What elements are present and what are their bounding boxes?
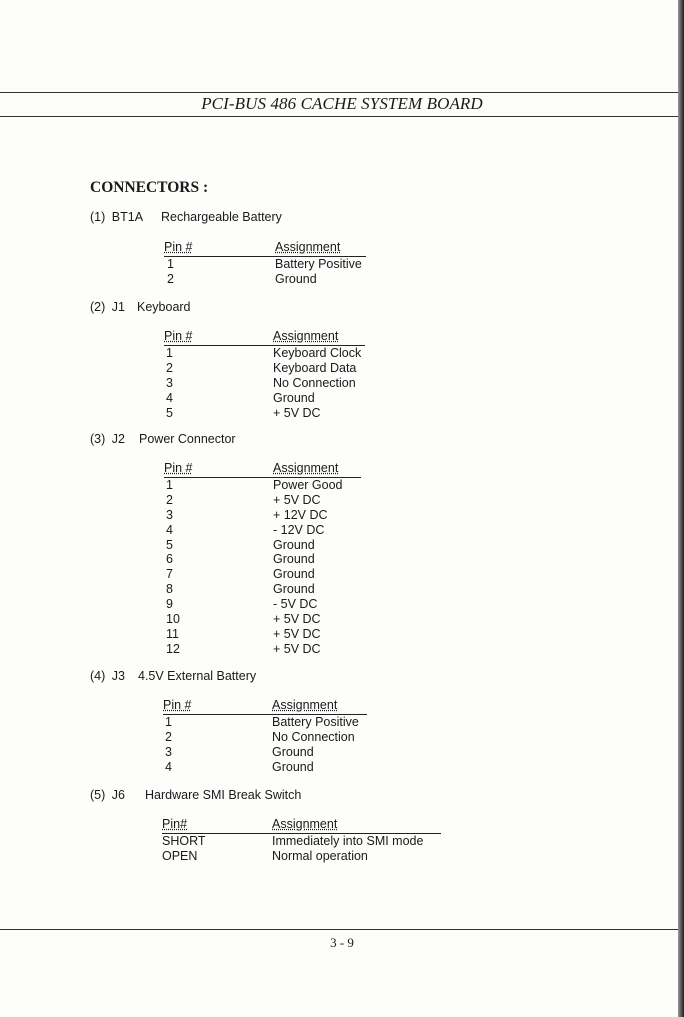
connector-code: J6 bbox=[111, 788, 125, 802]
header-rule-top bbox=[0, 92, 678, 93]
pin-cell: 12 bbox=[166, 641, 180, 656]
assignment-cell: Normal operation bbox=[272, 848, 368, 863]
assignment-cell: Ground bbox=[273, 390, 315, 405]
connector-number: (4) bbox=[90, 669, 106, 683]
assignment-cell: Ground bbox=[275, 271, 317, 286]
table-row bbox=[164, 346, 365, 361]
assignment-cell: Battery Positive bbox=[272, 715, 359, 729]
connector-heading bbox=[90, 432, 236, 446]
table-row bbox=[164, 406, 365, 421]
connector-heading bbox=[90, 788, 302, 802]
table-row bbox=[164, 597, 361, 612]
table-row bbox=[164, 272, 366, 287]
pin-table bbox=[164, 461, 361, 657]
assignment-cell: No Connection bbox=[272, 729, 355, 744]
footer-rule bbox=[0, 929, 678, 930]
assignment-cell: Power Good bbox=[273, 478, 343, 492]
col-pin-header: Pin # bbox=[163, 698, 192, 712]
page-number: 3 - 9 bbox=[330, 935, 354, 950]
pin-cell: 3 bbox=[166, 507, 173, 522]
table-row bbox=[163, 760, 367, 775]
pin-cell: 1 bbox=[167, 257, 174, 271]
assignment-cell: - 12V DC bbox=[273, 522, 325, 537]
pin-cell: 2 bbox=[166, 360, 173, 375]
assignment-cell: Battery Positive bbox=[275, 257, 362, 271]
col-pin-header: Pin # bbox=[164, 329, 193, 343]
pin-cell: 2 bbox=[167, 271, 174, 286]
assignment-cell: No Connection bbox=[273, 375, 356, 390]
pin-cell: SHORT bbox=[162, 834, 206, 848]
table-row bbox=[163, 730, 367, 745]
section-title: CONNECTORS : bbox=[90, 179, 209, 196]
connector-number: (5) bbox=[90, 788, 106, 802]
assignment-cell: + 12V DC bbox=[273, 507, 328, 522]
assignment-cell: Ground bbox=[273, 552, 315, 567]
connector-heading bbox=[90, 300, 191, 314]
col-assignment-header: Assignment bbox=[273, 329, 339, 343]
table-row bbox=[164, 567, 361, 582]
pin-cell: 5 bbox=[166, 537, 173, 552]
col-assignment-header: Assignment bbox=[272, 698, 338, 712]
header-rule-bottom bbox=[0, 116, 678, 117]
pin-cell: OPEN bbox=[162, 848, 198, 863]
page-edge-shadow bbox=[678, 0, 684, 1017]
header-title: PCI-BUS 486 CACHE SYSTEM BOARD bbox=[201, 94, 483, 113]
table-row bbox=[164, 493, 361, 508]
connector-code: J3 bbox=[111, 669, 125, 683]
col-pin-header: Pin # bbox=[164, 240, 193, 254]
connector-number: (1) bbox=[90, 210, 106, 224]
assignment-cell: Ground bbox=[273, 582, 315, 597]
assignment-cell: Ground bbox=[273, 567, 315, 582]
table-row bbox=[163, 715, 367, 730]
pin-cell: 2 bbox=[165, 729, 172, 744]
pin-cell: 1 bbox=[166, 346, 173, 360]
connector-name: Hardware SMI Break Switch bbox=[145, 788, 302, 802]
assignment-cell: + 5V DC bbox=[273, 612, 321, 627]
assignment-cell: Keyboard Clock bbox=[273, 346, 362, 360]
assignment-cell: - 5V DC bbox=[273, 597, 318, 612]
table-row bbox=[162, 834, 441, 849]
pin-table bbox=[163, 698, 367, 775]
assignment-cell: + 5V DC bbox=[273, 405, 321, 420]
pin-cell: 11 bbox=[166, 626, 179, 641]
connector-name: 4.5V External Battery bbox=[138, 669, 257, 683]
pin-cell: 8 bbox=[166, 582, 173, 597]
pin-cell: 4 bbox=[166, 522, 173, 537]
pin-cell: 5 bbox=[166, 405, 173, 420]
table-row bbox=[164, 642, 361, 657]
table-row bbox=[164, 478, 361, 493]
pin-cell: 2 bbox=[166, 492, 173, 507]
pin-cell: 3 bbox=[166, 375, 173, 390]
table-row bbox=[164, 376, 365, 391]
pin-cell: 3 bbox=[165, 744, 172, 759]
col-pin-header: Pin# bbox=[162, 817, 188, 831]
table-row bbox=[164, 538, 361, 553]
table-row bbox=[164, 582, 361, 597]
connector-number: (3) bbox=[90, 432, 106, 446]
col-assignment-header: Assignment bbox=[275, 240, 341, 254]
connector-heading bbox=[90, 210, 282, 224]
table-row bbox=[164, 627, 361, 642]
connector-name: Rechargeable Battery bbox=[161, 210, 282, 224]
connector-code: BT1A bbox=[111, 210, 144, 224]
table-row bbox=[164, 391, 365, 406]
col-assignment-header: Assignment bbox=[273, 461, 339, 475]
connector-heading bbox=[90, 669, 257, 683]
table-header bbox=[163, 698, 367, 715]
col-assignment-header: Assignment bbox=[272, 817, 338, 831]
pin-cell: 7 bbox=[166, 567, 173, 582]
connector-number: (2) bbox=[90, 300, 106, 314]
pin-table bbox=[162, 817, 441, 864]
pin-table bbox=[164, 240, 366, 287]
table-row bbox=[164, 361, 365, 376]
assignment-cell: Ground bbox=[272, 759, 314, 774]
table-row bbox=[164, 257, 366, 272]
assignment-cell: Ground bbox=[272, 744, 314, 759]
assignment-cell: + 5V DC bbox=[273, 492, 321, 507]
table-header bbox=[164, 240, 366, 257]
connector-code: J2 bbox=[111, 432, 125, 446]
table-row bbox=[163, 745, 367, 760]
assignment-cell: + 5V DC bbox=[273, 626, 321, 641]
pin-cell: 1 bbox=[166, 478, 173, 492]
pin-cell: 1 bbox=[165, 715, 172, 729]
pin-cell: 9 bbox=[166, 597, 173, 612]
table-header bbox=[162, 817, 441, 834]
table-header bbox=[164, 461, 361, 478]
table-row bbox=[164, 523, 361, 538]
table-row bbox=[164, 508, 361, 523]
assignment-cell: Keyboard Data bbox=[273, 360, 357, 375]
table-row bbox=[162, 849, 441, 864]
pin-table bbox=[164, 329, 365, 420]
pin-cell: 4 bbox=[166, 390, 173, 405]
table-header bbox=[164, 329, 365, 346]
table-row bbox=[164, 552, 361, 567]
connector-name: Keyboard bbox=[137, 300, 191, 314]
assignment-cell: + 5V DC bbox=[273, 641, 321, 656]
pin-cell: 10 bbox=[166, 612, 180, 627]
assignment-cell: Immediately into SMI mode bbox=[272, 834, 424, 848]
col-pin-header: Pin # bbox=[164, 461, 193, 475]
connector-code: J1 bbox=[111, 300, 125, 314]
table-row bbox=[164, 612, 361, 627]
pin-cell: 4 bbox=[165, 759, 172, 774]
connector-name: Power Connector bbox=[139, 432, 236, 446]
pin-cell: 6 bbox=[166, 552, 173, 567]
assignment-cell: Ground bbox=[273, 537, 315, 552]
